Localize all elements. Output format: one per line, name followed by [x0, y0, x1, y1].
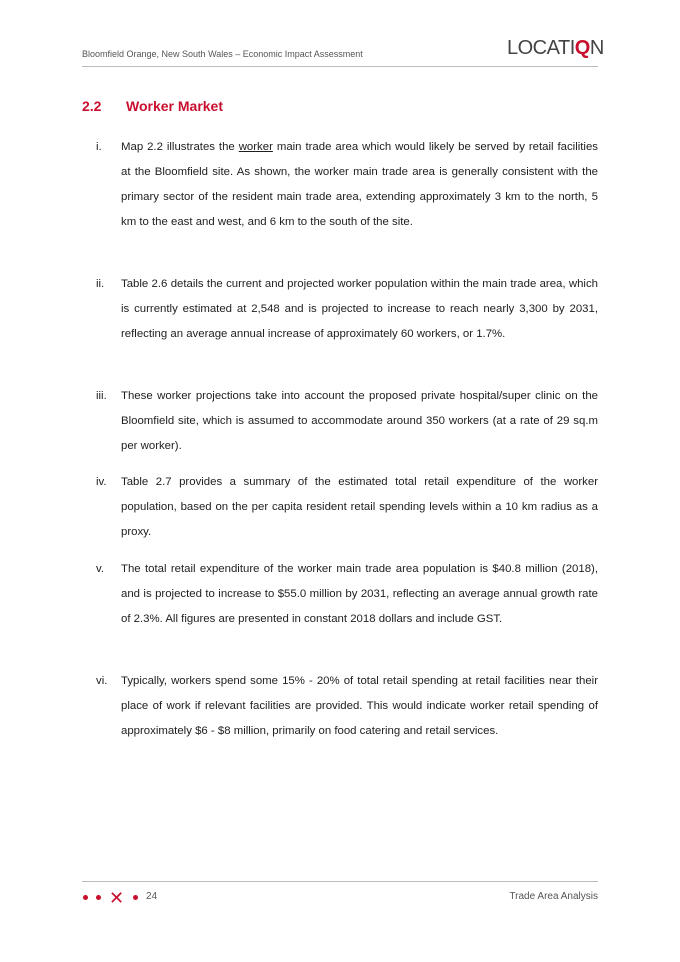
- paragraph-marker: v.: [96, 563, 105, 575]
- paragraph-text: The total retail expenditure of the worker main trade area population is $40.8 million (2018), and is projected to increase to $55.0 million by 2031, reflecting an average annual growth rate of 2.3%. All figures are presented in constant 2018 dollars and include GST.: [121, 563, 598, 625]
- paragraph-text: [121, 135, 598, 235]
- paragraph-marker: ii.: [96, 278, 105, 290]
- paragraph-marker: iii.: [96, 390, 107, 402]
- paragraph-6: [82, 669, 598, 744]
- footer-divider: [82, 881, 598, 882]
- paragraph-4: [82, 470, 598, 545]
- paragraph-text-rest: main trade area which would likely be served by retail facilities at the Bloomfield site. As shown, the worker main trade area is generally consistent with the primary sector of the resident main trade area, extending approximately 3 km to the north, 5 km to the east and west, and 6 km to the south of the site.: [121, 141, 598, 228]
- paragraph-5: [82, 557, 598, 632]
- footer-section-label: Trade Area Analysis: [509, 891, 598, 902]
- paragraph-text: Typically, workers spend some 15% - 20% of total retail spending at retail facilities near their place of work if relevant facilities are provided. This would indicate worker retail spending of approximately $6 - $8 million, primarily on food catering and retail services.: [121, 675, 598, 737]
- location-iq-logo: [507, 37, 604, 60]
- dot-icon: [133, 895, 138, 900]
- section-title: Worker Market: [126, 98, 224, 114]
- dot-icon: [83, 895, 88, 900]
- paragraph-2: [82, 272, 598, 347]
- section-number: 2.2: [82, 98, 102, 114]
- paragraph-text: Table 2.7 provides a summary of the estimated total retail expenditure of the worker population, based on the per capita resident retail spending levels within a 10 km radius as a proxy.: [121, 476, 598, 538]
- paragraph-marker: iv.: [96, 476, 107, 488]
- underlined-word: worker: [238, 141, 273, 153]
- header-divider: [82, 66, 598, 67]
- paragraph-1: [82, 135, 598, 235]
- dot-icon: [96, 895, 101, 900]
- paragraph-marker: vi.: [96, 675, 108, 687]
- paragraph-text-start: Map 2.2 illustrates the: [121, 141, 239, 153]
- paragraph-text: These worker projections take into account the proposed private hospital/super clinic on the Bloomfield site, which is assumed to accommodate around 350 workers (at a rate of 29 sq.m per worker).: [121, 390, 598, 452]
- logo-text-main: LOCATI: [507, 37, 575, 59]
- paragraph-marker: i.: [96, 141, 102, 153]
- document-header-title: Bloomfield Orange, New South Wales – Economic Impact Assessment: [82, 49, 363, 59]
- logo-text-end: N: [589, 37, 604, 59]
- page-number: 24: [146, 891, 158, 902]
- section-heading: [82, 98, 223, 114]
- x-mark-icon: ✕: [109, 888, 125, 908]
- paragraph-3: [82, 384, 598, 459]
- logo-text-accent: Q: [574, 37, 590, 59]
- paragraph-text: Table 2.6 details the current and projected worker population within the main trade area, which is currently estimated at 2,548 and is projected to increase to reach nearly 3,300 by 2031, reflecting an average annual increase of approximately 60 workers, or 1.7%.: [121, 278, 598, 340]
